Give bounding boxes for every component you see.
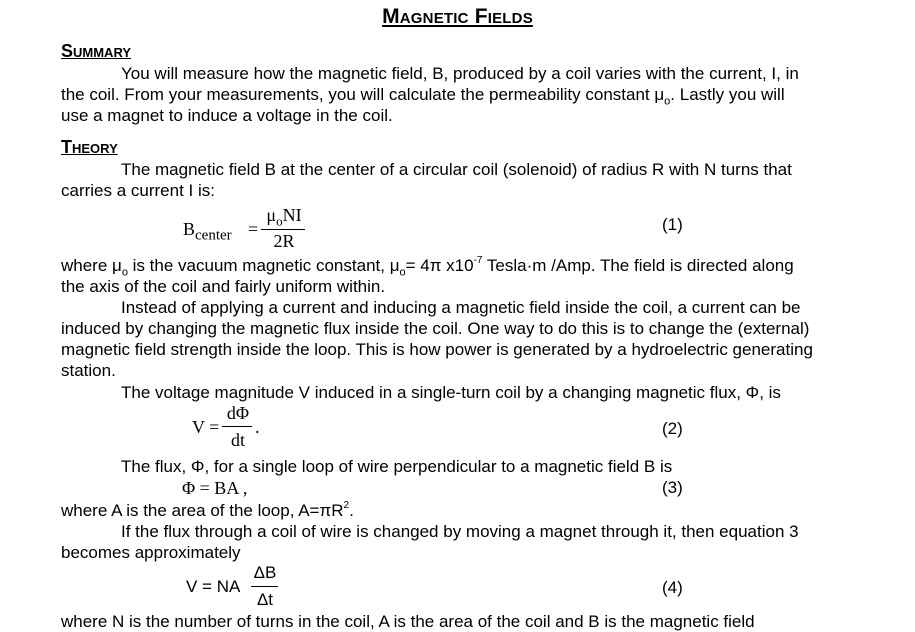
eq4-numerator: ΔB bbox=[253, 563, 277, 582]
theory-p4: The voltage magnitude V induced in a single-turn coil by a changing magnetic flux, Φ, is bbox=[121, 383, 781, 402]
theory-p7-line-2: becomes approximately bbox=[61, 543, 241, 562]
eq2-period: . bbox=[255, 417, 260, 437]
eq2-number: (2) bbox=[662, 419, 683, 438]
eq1-lhs: $B_{center}$ bbox=[183, 219, 232, 244]
eq4-fraction-bar bbox=[251, 586, 278, 587]
eq4-number: (4) bbox=[662, 578, 683, 597]
eq4-lhs: V = NA bbox=[186, 577, 241, 596]
eq1-fraction-bar bbox=[261, 229, 305, 230]
theory-p3-line-2: induced by changing the magnetic flux inside the coil. One way to do this is to change the (external) bbox=[61, 319, 810, 338]
eq1-equals: = bbox=[248, 219, 259, 239]
theory-p7-line-1: If the flux through a coil of wire is changed by moving a magnet through it, then equation 3 bbox=[121, 522, 799, 541]
page-title: Magnetic Fields bbox=[382, 5, 533, 28]
theory-p3-line-4: station. bbox=[61, 361, 116, 380]
theory-p8-clip bbox=[0, 608, 915, 631]
theory-p5: The flux, Φ, for a single loop of wire perpendicular to a magnetic field B is bbox=[121, 457, 673, 476]
theory-p3-line-3: magnetic field strength inside the loop. This is how power is generated by a hydroelectric generating bbox=[61, 340, 813, 359]
theory-p1-line-2: carries a current I is: bbox=[61, 181, 215, 200]
eq2-numerator: dΦ bbox=[226, 403, 250, 423]
eq3-expression: Φ = BA , bbox=[182, 478, 248, 498]
theory-p2-line-1: where $\mu_o$ is the vacuum magnetic constant, $\mu_o= 4\pi$ $x10^{-7}$ Tesla·m /Amp. The field is directed along bbox=[61, 255, 794, 279]
eq2-denominator: dt bbox=[230, 430, 245, 450]
eq1-number: (1) bbox=[662, 215, 683, 234]
eq3-number: (3) bbox=[662, 478, 683, 497]
theory-heading: Theory bbox=[61, 137, 118, 157]
theory-p1-line-1: The magnetic field B at the center of a circular coil (solenoid) of radius R with N turns that bbox=[121, 160, 792, 179]
mu-subscript: o bbox=[664, 95, 671, 108]
summary-line-2-text: the coil. From your measurements, you will calculate the permeability constant μ bbox=[61, 85, 665, 104]
eq2-lhs: V = bbox=[192, 417, 220, 437]
summary-line-3: use a magnet to induce a voltage in the coil. bbox=[61, 106, 393, 125]
summary-line-2-tail: . Lastly you will bbox=[670, 85, 785, 104]
theory-p3-line-1: Instead of applying a current and inducing a magnetic field inside the coil, a current can be bbox=[121, 298, 801, 317]
theory-p8: where N is the number of turns in the coil, A is the area of the coil and B is the magnetic field bbox=[61, 612, 755, 631]
eq1-numerator: $\mu_oNI$ bbox=[266, 205, 302, 229]
theory-p2-line-2: the axis of the coil and fairly uniform within. bbox=[61, 277, 386, 296]
theory-p6: where A is the area of the loop, $A=\pi R^2$. bbox=[61, 500, 354, 520]
summary-heading: Summary bbox=[61, 41, 132, 61]
summary-line-1: You will measure how the magnetic field, B, produced by a coil varies with the current, I, in bbox=[121, 64, 799, 83]
eq4-denominator: Δt bbox=[256, 590, 274, 609]
eq2-fraction-bar bbox=[222, 426, 252, 427]
eq1-denominator: 2R bbox=[273, 231, 295, 251]
